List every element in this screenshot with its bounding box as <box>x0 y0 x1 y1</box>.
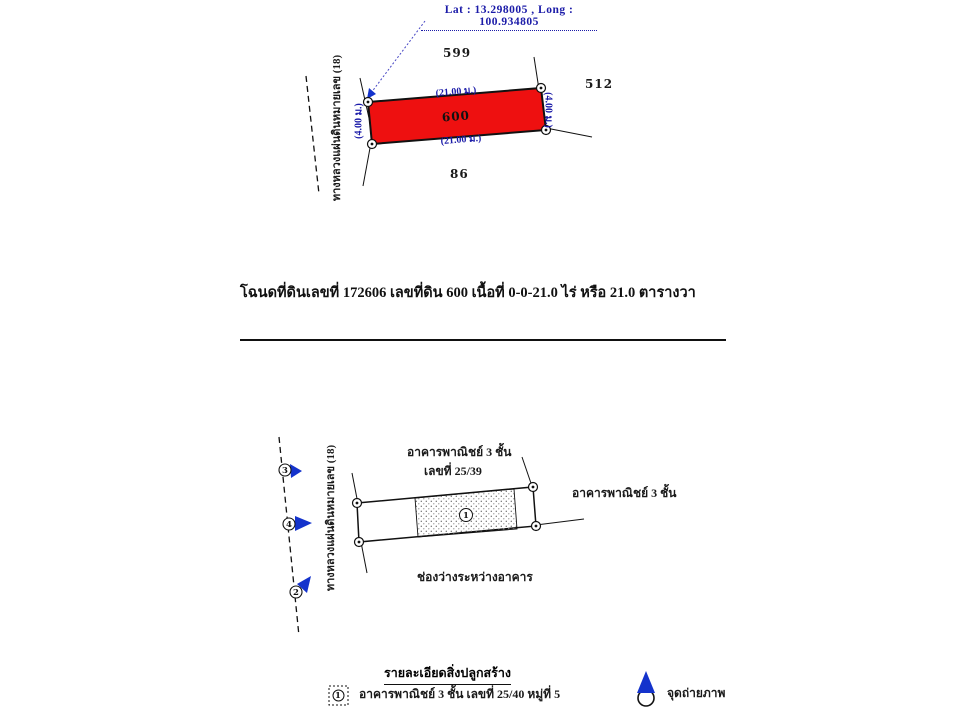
building-label-right: อาคารพาณิชย์ 3 ชั้น <box>572 486 677 500</box>
photo-point-number: 3 <box>282 466 288 476</box>
neighbor-parcel-right: 512 <box>585 77 614 91</box>
building-label-line2: เลขที่ 25/39 <box>424 464 482 478</box>
neighbor-parcel-bottom: 86 <box>450 167 469 181</box>
legend-building-number: 1 <box>335 691 341 701</box>
latlong-leader-line <box>368 21 425 97</box>
section-divider <box>240 339 726 341</box>
road-name-label-bottom: ทางหลวงแผ่นดินหมายเลข (18) <box>324 444 337 592</box>
parcel-side-right-label: (4.00 ม.) <box>542 92 554 128</box>
deed-description: โฉนดที่ดินเลขที่ 172606 เลขที่ดิน 600 เนื้อที่ 0-0-21.0 ไร่ หรือ 21.0 ตารางวา <box>240 285 696 301</box>
building-label-line1: อาคารพาณิชย์ 3 ชั้น <box>407 445 512 459</box>
gap-between-buildings-label: ช่องว่างระหว่างอาคาร <box>417 570 533 584</box>
legend-title: รายละเอียดสิ่งปลูกสร้าง <box>384 663 511 685</box>
legend-photo-point-label: จุดถ่ายภาพ <box>667 686 726 700</box>
road-name-label-top: ทางหลวงแผ่นดินหมายเลข (18) <box>330 54 343 202</box>
photo-point-circle <box>279 464 302 598</box>
survey-line <box>546 128 592 137</box>
road-dashed-line-top <box>306 76 319 194</box>
neighbor-parcel-top: 599 <box>443 46 472 60</box>
lat-long-label: Lat : 13.298005 , Long : 100.934805 <box>421 4 597 31</box>
survey-line <box>536 519 584 525</box>
photo-direction-arrow-icon <box>290 464 302 478</box>
legend-building-label: อาคารพาณิชย์ 3 ชั้น เลขที่ 25/40 หมู่ที่ 5 <box>359 687 561 701</box>
parcel-width-bottom-label: (21.00 ม.) <box>440 132 482 148</box>
parcel-width-top-label: (21.00 ม.) <box>435 84 477 100</box>
photo-point-number: 2 <box>293 588 299 598</box>
camera-direction-arrow-icon <box>637 671 655 693</box>
building-number: 1 <box>463 511 469 521</box>
parcel-number-label: 600 <box>441 108 471 125</box>
parcel-side-left-label: (4.00 ม.) <box>353 103 365 139</box>
photo-direction-arrow-icon <box>295 516 312 531</box>
photo-point-number: 4 <box>286 520 292 530</box>
